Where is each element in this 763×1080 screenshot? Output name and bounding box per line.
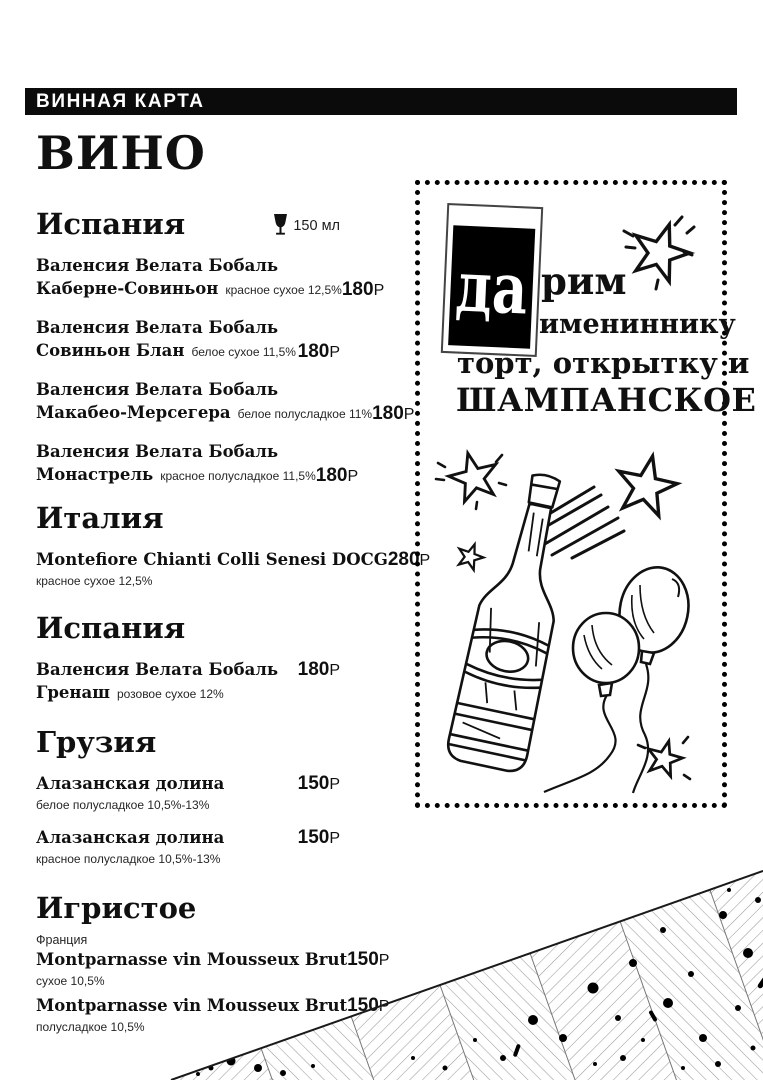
ruble-sign: Р <box>329 662 340 679</box>
wine-item-lines <box>36 548 388 590</box>
promo-line3: торт, открытку и <box>457 346 750 380</box>
wine-line <box>36 378 372 401</box>
wine-desc: красное сухое 12,5% <box>36 574 153 588</box>
wine-price <box>298 340 340 364</box>
wine-desc: белое полусладкое 11% <box>237 407 373 421</box>
wine-item <box>36 316 340 364</box>
wine-item-lines <box>36 772 224 814</box>
price-value: 180 <box>297 659 330 680</box>
wine-price <box>372 402 414 426</box>
wine-desc: красное полусладкое 11,5% <box>160 469 316 483</box>
ruble-sign: Р <box>329 776 340 793</box>
wine-price <box>298 658 340 682</box>
wine-line <box>36 772 224 795</box>
price-value: 150 <box>347 995 379 1016</box>
section-items <box>36 658 340 706</box>
star-doodle-icon <box>616 209 702 293</box>
ruble-sign: Р <box>373 282 385 299</box>
wine-price <box>316 464 358 488</box>
wine-line <box>36 681 278 706</box>
section-items <box>36 254 415 488</box>
section-items <box>36 548 431 590</box>
price-value: 280 <box>387 549 420 570</box>
wine-item <box>36 378 415 426</box>
wine-name: Валенсия Велата Бобаль <box>36 660 279 679</box>
section-items <box>36 772 340 868</box>
gift-glass-fill <box>448 225 535 348</box>
ruble-sign: Р <box>378 952 390 969</box>
wine-item-lines <box>36 254 342 302</box>
wine-line <box>36 795 224 814</box>
price-value: 150 <box>297 773 330 794</box>
wine-price <box>298 772 340 796</box>
wine-glass-icon <box>273 214 288 237</box>
wine-line <box>36 658 278 681</box>
ruble-sign: Р <box>329 830 340 847</box>
wine-item-row <box>36 772 340 814</box>
promo-word-rest: рим <box>541 259 627 303</box>
wine-item <box>36 548 431 590</box>
menu-section <box>36 207 415 488</box>
promo-line2: имениннику <box>539 309 736 340</box>
wine-desc: белое полусладкое 10,5%-13% <box>36 798 210 812</box>
wine-line <box>36 440 316 463</box>
wine-item-row <box>36 316 340 364</box>
price-value: 180 <box>297 341 330 362</box>
wine-name: Гренаш <box>36 683 110 702</box>
wine-item <box>36 772 340 814</box>
wine-item-row <box>36 440 359 488</box>
ruble-sign: Р <box>403 406 415 423</box>
header-bar <box>25 88 737 115</box>
wine-name: Монастрель <box>36 465 154 484</box>
price-value: 150 <box>347 949 379 970</box>
ruble-sign: Р <box>347 468 359 485</box>
wine-name: Montparnasse vin Mousseux Brut <box>36 950 348 969</box>
wine-item <box>36 440 359 488</box>
wine-desc: розовое сухое 12% <box>116 687 224 701</box>
wine-item <box>36 826 340 868</box>
section-header <box>36 612 340 644</box>
menu-section <box>36 501 431 590</box>
wine-item-lines <box>36 658 278 706</box>
wine-item-lines <box>36 316 296 364</box>
ruble-sign: Р <box>419 552 431 569</box>
section-title: Грузия <box>36 725 157 759</box>
champagne-bottle-icon <box>445 467 585 774</box>
wine-name: Алазанская долина <box>36 828 225 847</box>
wine-desc: красное полусладкое 10,5%-13% <box>36 852 221 866</box>
wine-desc: полусладкое 10,5% <box>36 1020 145 1034</box>
price-value: 180 <box>315 465 348 486</box>
wine-name: Валенсия Велата Бобаль <box>36 256 279 275</box>
wine-name: Montparnasse vin Mousseux Brut <box>36 996 348 1015</box>
price-value: 180 <box>372 403 404 424</box>
wine-name: Валенсия Велата Бобаль <box>36 318 279 337</box>
page-title: ВИНО <box>36 126 206 180</box>
wine-item <box>36 254 385 302</box>
wine-name: Montefiore Chianti Colli Senesi DOCG <box>36 550 388 569</box>
gift-glass-shape <box>441 203 543 357</box>
serving-label: 150 мл <box>293 217 340 234</box>
wine-item-lines <box>36 826 224 868</box>
wine-region: Франция <box>36 933 88 947</box>
section-title: Италия <box>36 501 164 535</box>
wine-line <box>36 401 372 426</box>
promo-line4: ШАМПАНСКОЕ <box>456 381 757 419</box>
serving-size <box>273 214 340 237</box>
wine-item-row <box>36 378 415 426</box>
wine-price <box>298 826 340 850</box>
section-header <box>36 208 340 240</box>
wine-name: Каберне-Совиньон <box>36 279 219 298</box>
wine-name: Алазанская долина <box>36 774 225 793</box>
section-title: Игристое <box>36 891 197 925</box>
wine-line <box>36 316 296 339</box>
wine-line <box>36 826 224 849</box>
wine-price <box>342 278 384 302</box>
menu-section <box>36 726 340 868</box>
wine-name: Совиньон Блан <box>36 341 185 360</box>
wine-line <box>36 254 342 277</box>
wine-item-lines <box>36 378 372 426</box>
menu-header-title: ВИННАЯ КАРТА <box>36 90 205 112</box>
wine-item-lines <box>36 440 316 488</box>
wine-line <box>36 277 342 302</box>
wine-line <box>36 548 388 571</box>
champagne-and-balloons-illustration <box>426 445 722 797</box>
section-title: Испания <box>36 207 186 241</box>
corner-pattern-decoration <box>163 868 763 1080</box>
price-value: 150 <box>297 827 330 848</box>
promo-box <box>415 180 757 808</box>
ruble-sign: Р <box>329 344 340 361</box>
wine-line <box>36 571 388 590</box>
wine-item-row <box>36 826 340 868</box>
wine-line <box>36 339 296 364</box>
wine-line <box>36 463 316 488</box>
wine-item-row <box>36 548 431 590</box>
wine-name: Макабео-Мерсегера <box>36 403 231 422</box>
wine-item-row <box>36 254 385 302</box>
wine-name: Валенсия Велата Бобаль <box>36 380 279 399</box>
promo-highlight-word: да <box>454 243 530 331</box>
section-header <box>36 726 340 758</box>
wine-desc: сухое 10,5% <box>36 974 105 988</box>
wine-item <box>36 658 340 706</box>
menu-section <box>36 612 340 706</box>
price-value: 180 <box>341 279 374 300</box>
wine-line <box>36 849 224 868</box>
section-title: Испания <box>36 611 186 645</box>
wine-desc: красное сухое 12,5% <box>225 283 342 297</box>
wine-desc: белое сухое 11,5% <box>191 345 296 359</box>
section-header <box>36 502 340 534</box>
wine-name: Валенсия Велата Бобаль <box>36 442 279 461</box>
wine-item-row <box>36 658 340 706</box>
